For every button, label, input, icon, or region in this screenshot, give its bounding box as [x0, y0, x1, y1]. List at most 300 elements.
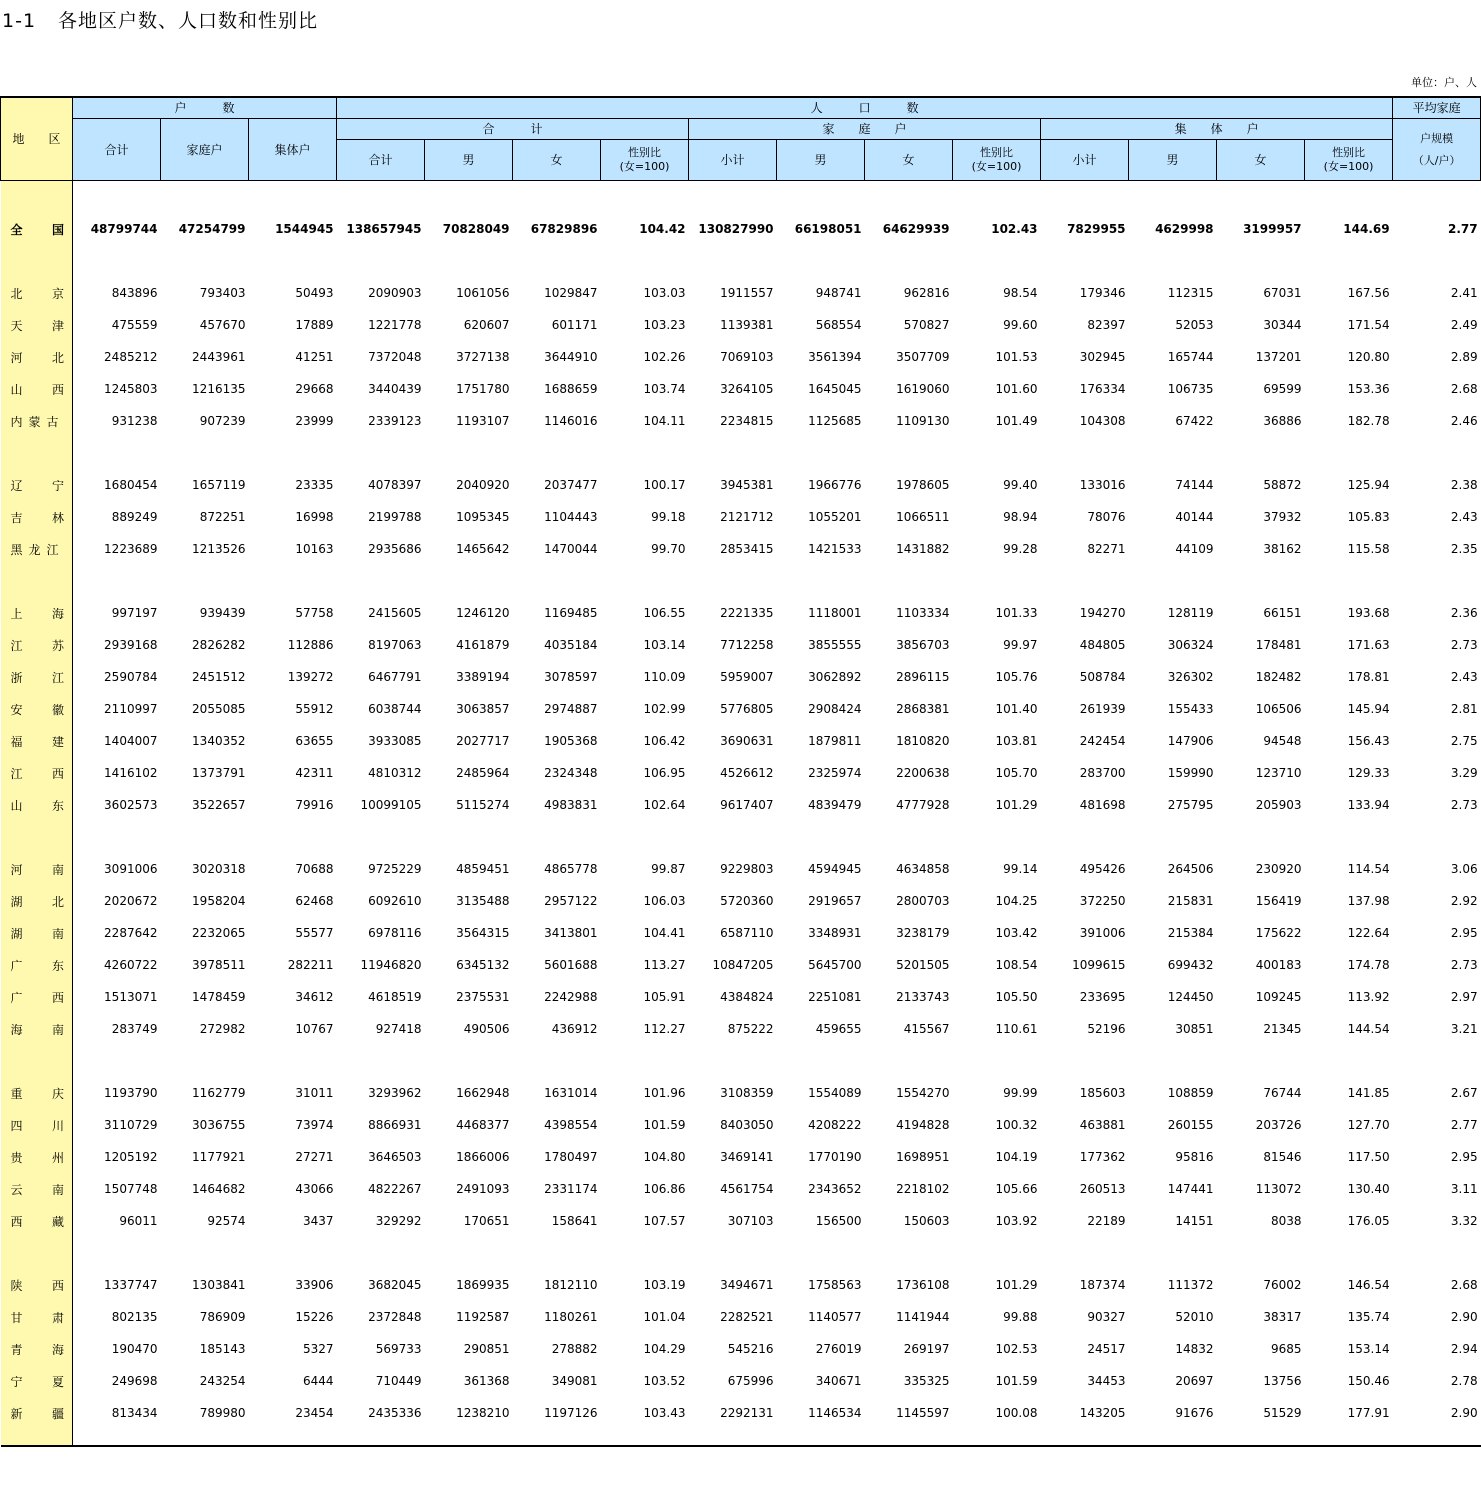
data-cell: 177362 [1079, 1150, 1126, 1164]
spacer-row [1, 565, 1481, 597]
empty-cell [337, 1045, 425, 1077]
data-cell: 1193107 [456, 414, 510, 428]
data-cell: 306324 [1167, 638, 1214, 652]
data-cell: 4839479 [808, 798, 862, 812]
data-cell: 111372 [1167, 1278, 1214, 1292]
data-cell: 4035184 [544, 638, 598, 652]
region-name-part: 南 [51, 1182, 64, 1197]
table-row [1, 757, 1481, 789]
region-name-part: 京 [51, 286, 64, 301]
empty-cell [425, 1429, 513, 1446]
data-cell: 102.99 [643, 702, 686, 716]
data-cell: 2218102 [896, 1182, 950, 1196]
data-cell: 1812110 [544, 1278, 598, 1292]
empty-cell [161, 437, 249, 469]
empty-cell [601, 1045, 689, 1077]
region-name-part: 湖 [10, 926, 23, 941]
data-cell: 2133743 [896, 990, 950, 1004]
data-cell: 106.86 [643, 1182, 686, 1196]
table-row [1, 789, 1481, 821]
data-cell: 1141944 [896, 1310, 950, 1324]
data-cell: 3856703 [896, 638, 950, 652]
data-cell: 176.05 [1347, 1214, 1390, 1228]
data-cell: 927418 [375, 1022, 422, 1036]
header-ratio-note: (女=100) [971, 160, 1022, 173]
data-cell: 3.29 [1450, 766, 1478, 780]
data-cell: 1192587 [456, 1310, 510, 1324]
data-cell: 1736108 [896, 1278, 950, 1292]
data-cell: 67422 [1175, 414, 1214, 428]
empty-cell [1217, 821, 1305, 853]
region-name-part: 东 [51, 798, 64, 813]
region-name-part: 南 [51, 1022, 64, 1037]
empty-cell [1305, 1237, 1393, 1269]
data-cell: 114.54 [1347, 862, 1390, 876]
data-cell: 2242988 [544, 990, 598, 1004]
data-cell: 7712258 [720, 638, 774, 652]
data-cell: 2.49 [1450, 318, 1478, 332]
empty-cell [1129, 565, 1217, 597]
region-name-part: 湖 [10, 894, 23, 909]
data-cell: 2234815 [720, 414, 774, 428]
data-cell: 278882 [551, 1342, 598, 1356]
data-cell: 29668 [295, 382, 334, 396]
empty-cell [1393, 181, 1481, 214]
data-cell: 20697 [1175, 1374, 1214, 1388]
region-name-part: 建 [51, 734, 64, 749]
data-cell: 1245803 [104, 382, 158, 396]
data-cell: 76002 [1263, 1278, 1302, 1292]
data-cell: 70828049 [442, 222, 510, 236]
empty-cell [1041, 181, 1129, 214]
data-cell: 2974887 [544, 702, 598, 716]
region-name [1, 1141, 73, 1173]
region-name [1, 213, 73, 245]
data-cell: 1911557 [720, 286, 774, 300]
empty-cell [513, 821, 601, 853]
data-cell: 11946820 [360, 958, 422, 972]
region-name [1, 757, 73, 789]
data-cell: 52053 [1175, 318, 1214, 332]
region-name-part: 庆 [51, 1086, 64, 1101]
empty-cell [513, 1045, 601, 1077]
data-cell: 4260722 [104, 958, 158, 972]
data-cell: 7069103 [720, 350, 774, 364]
data-cell: 1680454 [104, 478, 158, 492]
data-cell: 889249 [111, 510, 158, 524]
data-cell: 1758563 [808, 1278, 862, 1292]
empty-cell [953, 565, 1041, 597]
data-cell: 73974 [295, 1118, 334, 1132]
data-cell: 2.35 [1450, 542, 1478, 556]
data-cell: 104.25 [995, 894, 1038, 908]
data-cell: 361368 [463, 1374, 510, 1388]
region-name [1, 1205, 73, 1237]
data-cell: 290851 [463, 1342, 510, 1356]
data-cell: 4822267 [368, 1182, 422, 1196]
data-cell: 340671 [815, 1374, 862, 1388]
table-row [1, 1301, 1481, 1333]
data-cell: 69599 [1263, 382, 1302, 396]
region-name [1, 1109, 73, 1141]
data-cell: 400183 [1255, 958, 1302, 972]
region-name-part: 河 [10, 862, 23, 877]
data-cell: 3727138 [456, 350, 510, 364]
data-cell: 133016 [1079, 478, 1126, 492]
data-cell: 1193790 [104, 1086, 158, 1100]
region-name-part: 南 [51, 862, 64, 877]
data-cell: 99.18 [651, 510, 686, 524]
empty-cell [953, 437, 1041, 469]
region-name-part: 天 [10, 318, 23, 333]
data-cell: 130.40 [1347, 1182, 1390, 1196]
data-cell: 3646503 [368, 1150, 422, 1164]
data-cell: 1146534 [808, 1406, 862, 1420]
empty-cell [73, 1429, 161, 1446]
data-cell: 2.73 [1450, 798, 1478, 812]
data-cell: 2.94 [1450, 1342, 1478, 1356]
header-households: 户 数 [73, 97, 337, 119]
table-row [1, 981, 1481, 1013]
unit-label: 单位：户、人 [1411, 76, 1477, 89]
empty-cell [513, 1429, 601, 1446]
data-cell: 2292131 [720, 1406, 774, 1420]
data-cell: 215831 [1167, 894, 1214, 908]
data-cell: 6467791 [368, 670, 422, 684]
data-cell: 495426 [1079, 862, 1126, 876]
data-cell: 1866006 [456, 1150, 510, 1164]
data-cell: 2826282 [192, 638, 246, 652]
empty-cell [1217, 1237, 1305, 1269]
region-name-part: 藏 [51, 1214, 64, 1229]
data-cell: 171.54 [1347, 318, 1390, 332]
header-avg-size-top: 平均家庭 [1393, 97, 1481, 119]
data-cell: 41251 [295, 350, 334, 364]
data-cell: 1340352 [192, 734, 246, 748]
data-cell: 3078597 [544, 670, 598, 684]
empty-cell [1041, 1237, 1129, 1269]
region-name [1, 1333, 73, 1365]
table-number: 1-1 [2, 10, 37, 32]
region-cell [1, 1237, 73, 1269]
data-cell: 4194828 [896, 1118, 950, 1132]
empty-cell [1129, 181, 1217, 214]
data-cell: 699432 [1167, 958, 1214, 972]
data-cell: 1631014 [544, 1086, 598, 1100]
header-coll-female: 女 [1217, 140, 1305, 181]
data-cell: 1966776 [808, 478, 862, 492]
data-cell: 99.14 [1003, 862, 1038, 876]
header-family-subtotal: 小计 [689, 140, 777, 181]
empty-cell [1041, 1429, 1129, 1446]
region-name-part: 州 [51, 1150, 64, 1165]
data-cell: 2800703 [896, 894, 950, 908]
empty-cell [513, 1237, 601, 1269]
data-cell: 1246120 [456, 606, 510, 620]
empty-cell [161, 1237, 249, 1269]
data-cell: 2.75 [1450, 734, 1478, 748]
empty-cell [425, 821, 513, 853]
data-cell: 2040920 [456, 478, 510, 492]
data-cell: 872251 [199, 510, 246, 524]
data-cell: 4561754 [720, 1182, 774, 1196]
region-name [1, 405, 73, 437]
data-cell: 128119 [1167, 606, 1214, 620]
spacer-row [1, 245, 1481, 277]
data-cell: 190470 [111, 1342, 158, 1356]
data-cell: 48799744 [90, 222, 158, 236]
empty-cell [1217, 437, 1305, 469]
data-cell: 36886 [1263, 414, 1302, 428]
spacer-row [1, 437, 1481, 469]
header-pop-collective: 集 体 户 [1041, 119, 1393, 140]
data-cell: 105.91 [643, 990, 686, 1004]
data-cell: 34612 [295, 990, 334, 1004]
table-row [1, 693, 1481, 725]
data-cell: 2.92 [1450, 894, 1478, 908]
region-name-part: 福 [10, 734, 23, 749]
data-cell: 122.64 [1347, 926, 1390, 940]
empty-cell [161, 821, 249, 853]
empty-cell [337, 181, 425, 214]
region-name-part: 苏 [51, 638, 64, 653]
region-name-part: 陕 [10, 1278, 23, 1293]
table-row [1, 597, 1481, 629]
data-cell: 1751780 [456, 382, 510, 396]
data-cell: 31011 [295, 1086, 334, 1100]
data-cell: 215384 [1167, 926, 1214, 940]
header-total-ratio [601, 140, 689, 181]
data-cell: 103.23 [643, 318, 686, 332]
region-name-part: 西 [51, 1278, 64, 1293]
data-cell: 1061056 [456, 286, 510, 300]
region-name-part: 内蒙古 [10, 414, 65, 429]
table-title [2, 6, 318, 33]
table-row [1, 309, 1481, 341]
empty-cell [1041, 245, 1129, 277]
data-cell: 30344 [1263, 318, 1302, 332]
data-cell: 102.43 [991, 222, 1038, 236]
data-cell: 1337747 [104, 1278, 158, 1292]
data-cell: 3062892 [808, 670, 862, 684]
empty-cell [161, 245, 249, 277]
data-cell: 117.50 [1347, 1150, 1390, 1164]
data-cell: 997197 [111, 606, 158, 620]
region-name-part: 北 [51, 350, 64, 365]
data-cell: 102.26 [643, 350, 686, 364]
empty-cell [1217, 1429, 1305, 1446]
data-cell: 82271 [1087, 542, 1126, 556]
data-cell: 1905368 [544, 734, 598, 748]
data-cell: 112886 [287, 638, 334, 652]
empty-cell [425, 1237, 513, 1269]
data-cell: 2.68 [1450, 1278, 1478, 1292]
data-cell: 8403050 [720, 1118, 774, 1132]
data-cell: 1470044 [544, 542, 598, 556]
data-cell: 103.74 [643, 382, 686, 396]
empty-cell [953, 1237, 1041, 1269]
region-name [1, 981, 73, 1013]
empty-cell [1217, 245, 1305, 277]
region-name-part: 夏 [51, 1374, 64, 1389]
data-cell: 153.14 [1347, 1342, 1390, 1356]
data-cell: 58872 [1263, 478, 1302, 492]
empty-cell [601, 245, 689, 277]
data-cell: 91676 [1175, 1406, 1214, 1420]
data-cell: 2451512 [192, 670, 246, 684]
region-name [1, 917, 73, 949]
data-cell: 5327 [302, 1342, 334, 1356]
data-cell: 302945 [1079, 350, 1126, 364]
data-cell: 113.27 [643, 958, 686, 972]
data-cell: 203726 [1255, 1118, 1302, 1132]
data-cell: 2339123 [368, 414, 422, 428]
region-name-part: 西 [51, 990, 64, 1005]
data-cell: 103.14 [643, 638, 686, 652]
data-cell: 1404007 [104, 734, 158, 748]
region-name [1, 1173, 73, 1205]
data-cell: 948741 [815, 286, 862, 300]
data-cell: 1879811 [808, 734, 862, 748]
data-cell: 179346 [1079, 286, 1126, 300]
empty-cell [1129, 1045, 1217, 1077]
data-cell: 3469141 [720, 1150, 774, 1164]
data-cell: 137201 [1255, 350, 1302, 364]
empty-cell [513, 245, 601, 277]
data-cell: 113072 [1255, 1182, 1302, 1196]
data-cell: 156500 [815, 1214, 862, 1228]
data-cell: 3690631 [720, 734, 774, 748]
data-cell: 2.90 [1450, 1310, 1478, 1324]
region-name [1, 1301, 73, 1333]
region-name-part: 全 [10, 222, 23, 237]
data-cell: 82397 [1087, 318, 1126, 332]
table-title-text: 各地区户数、人口数和性别比 [58, 10, 319, 32]
empty-cell [777, 565, 865, 597]
region-name-part: 海 [51, 1342, 64, 1357]
empty-cell [1305, 181, 1393, 214]
data-cell: 962816 [903, 286, 950, 300]
header-population: 人 口 数 [337, 97, 1393, 119]
data-cell: 1303841 [192, 1278, 246, 1292]
empty-cell [161, 1045, 249, 1077]
data-cell: 102.53 [995, 1342, 1038, 1356]
region-name-part: 海 [10, 1022, 23, 1037]
empty-cell [1041, 565, 1129, 597]
data-cell: 52010 [1175, 1310, 1214, 1324]
data-cell: 17889 [295, 318, 334, 332]
data-cell: 275795 [1167, 798, 1214, 812]
data-cell: 710449 [375, 1374, 422, 1388]
data-cell: 243254 [199, 1374, 246, 1388]
data-cell: 1770190 [808, 1150, 862, 1164]
data-cell: 3.21 [1450, 1022, 1478, 1036]
table-row [1, 853, 1481, 885]
region-name [1, 501, 73, 533]
data-cell: 620607 [463, 318, 510, 332]
data-cell: 146.54 [1347, 1278, 1390, 1292]
empty-cell [1217, 565, 1305, 597]
data-cell: 21345 [1263, 1022, 1302, 1036]
table-row [1, 1141, 1481, 1173]
empty-cell [865, 181, 953, 214]
data-cell: 5115274 [456, 798, 510, 812]
data-cell: 44109 [1175, 542, 1214, 556]
data-cell: 1416102 [104, 766, 158, 780]
empty-cell [1129, 245, 1217, 277]
data-cell: 2.73 [1450, 958, 1478, 972]
data-cell: 92574 [207, 1214, 246, 1228]
empty-cell [513, 437, 601, 469]
data-cell: 112.27 [643, 1022, 686, 1036]
data-cell: 601171 [551, 318, 598, 332]
data-cell: 2372848 [368, 1310, 422, 1324]
data-cell: 3644910 [544, 350, 598, 364]
empty-cell [1305, 821, 1393, 853]
data-cell: 1109130 [896, 414, 950, 428]
data-cell: 2090903 [368, 286, 422, 300]
region-name-part: 青 [10, 1342, 23, 1357]
data-cell: 2199788 [368, 510, 422, 524]
region-name-part: 徽 [51, 702, 64, 717]
data-cell: 104308 [1079, 414, 1126, 428]
region-name-part: 林 [51, 510, 64, 525]
data-cell: 2919657 [808, 894, 862, 908]
data-cell: 1645045 [808, 382, 862, 396]
empty-cell [865, 1045, 953, 1077]
data-cell: 3.06 [1450, 862, 1478, 876]
data-cell: 793403 [199, 286, 246, 300]
data-cell: 101.04 [643, 1310, 686, 1324]
region-name [1, 789, 73, 821]
header-ratio-note: (女=100) [619, 160, 670, 173]
empty-cell [1305, 1429, 1393, 1446]
data-cell: 113.92 [1347, 990, 1390, 1004]
data-cell: 139272 [287, 670, 334, 684]
data-cell: 110.61 [995, 1022, 1038, 1036]
empty-cell [337, 245, 425, 277]
region-name [1, 1397, 73, 1429]
data-cell: 2.95 [1450, 926, 1478, 940]
data-cell: 3522657 [192, 798, 246, 812]
data-cell: 283700 [1079, 766, 1126, 780]
region-name-part: 黑龙江 [10, 542, 65, 557]
empty-cell [1217, 1045, 1305, 1077]
region-name-part: 南 [51, 926, 64, 941]
region-cell [1, 181, 73, 214]
data-cell: 6978116 [368, 926, 422, 940]
table-row [1, 1205, 1481, 1237]
empty-cell [953, 1429, 1041, 1446]
data-cell: 3036755 [192, 1118, 246, 1132]
empty-cell [249, 1429, 337, 1446]
empty-cell [1129, 821, 1217, 853]
data-cell: 120.80 [1347, 350, 1390, 364]
data-cell: 135.74 [1347, 1310, 1390, 1324]
data-cell: 5645700 [808, 958, 862, 972]
data-cell: 6587110 [720, 926, 774, 940]
empty-cell [425, 565, 513, 597]
table-row [1, 405, 1481, 437]
data-table [0, 96, 1481, 1447]
data-cell: 55912 [295, 702, 334, 716]
data-cell: 1146016 [544, 414, 598, 428]
empty-cell [249, 437, 337, 469]
data-cell: 78076 [1087, 510, 1126, 524]
data-cell: 150603 [903, 1214, 950, 1228]
empty-cell [1393, 565, 1481, 597]
data-cell: 264506 [1167, 862, 1214, 876]
